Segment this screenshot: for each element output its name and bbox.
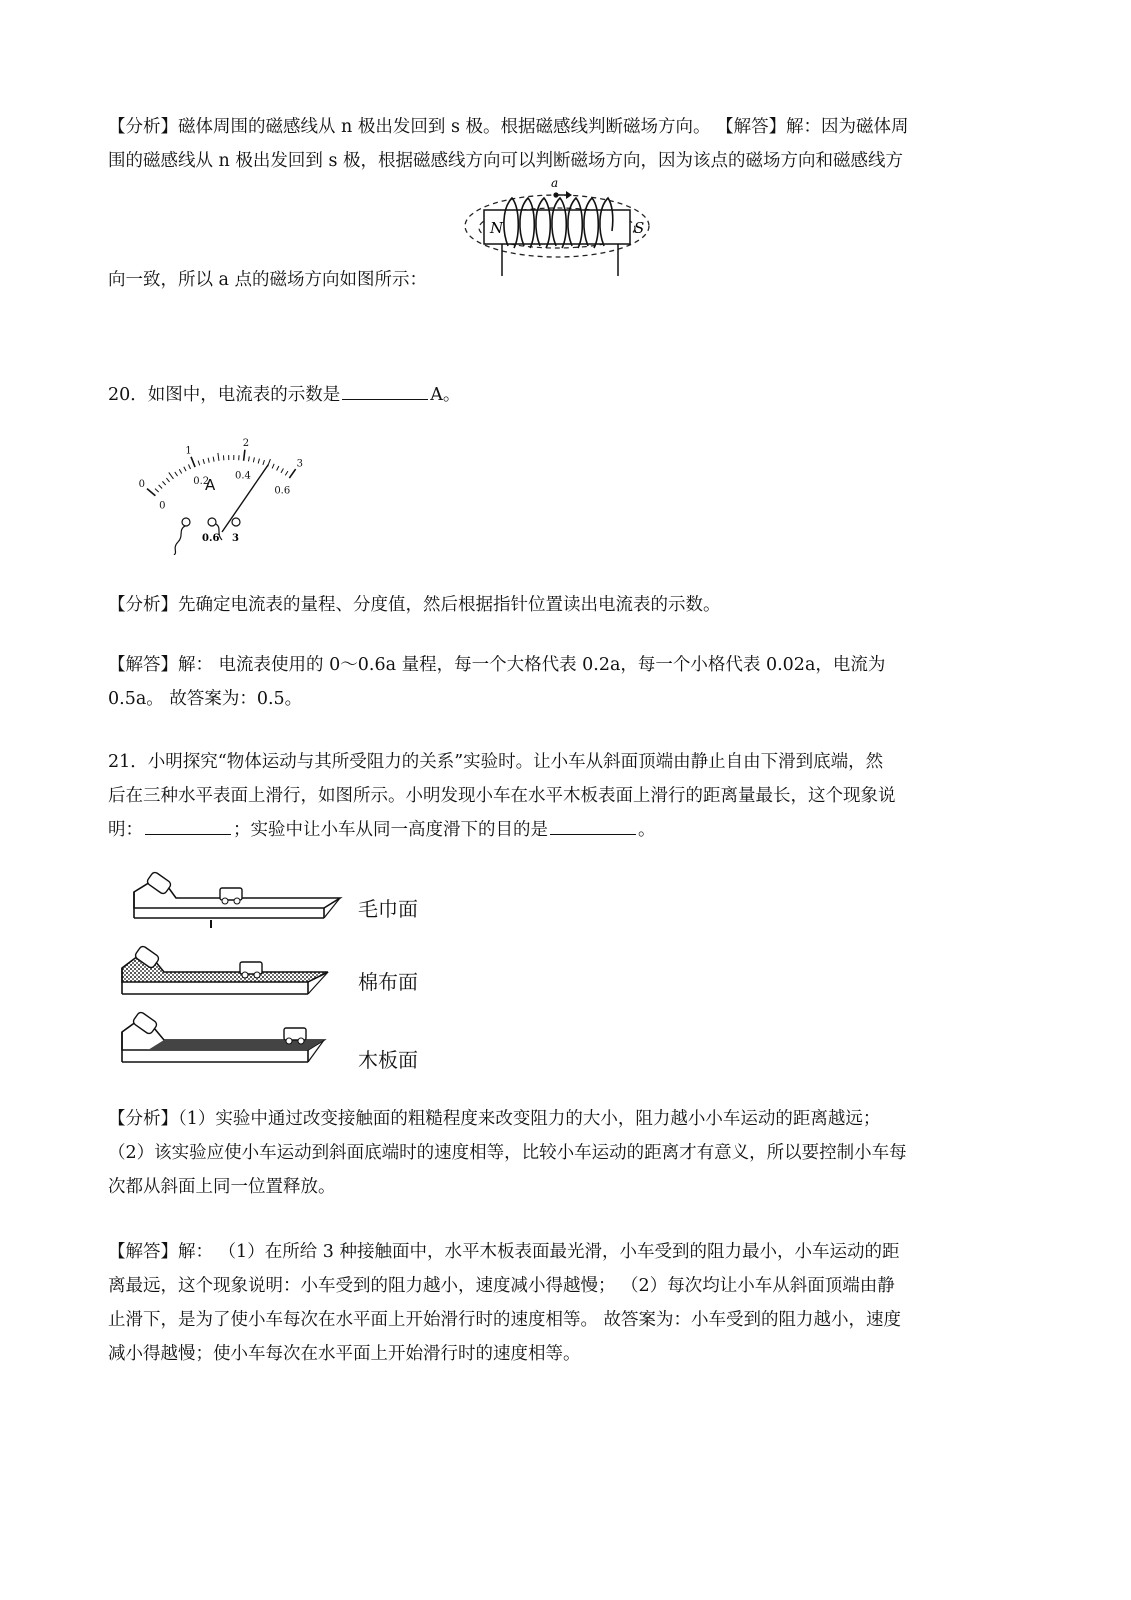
scale-tick: [203, 459, 204, 464]
q19-analysis-line-2: 围的磁感线从 n 极出发回到 s 极，根据磁感线方向可以判断磁场方向，因为该点的磁场方向和磁感线方: [108, 151, 903, 171]
scale-tick: [244, 450, 245, 461]
upper-scale-label: 3: [296, 458, 304, 470]
q21-question-line-1: 21．小明探究“物体运动与其所受阻力的关系”实验时。让小车从斜面顶端由静止自由下滑到底端，然: [108, 752, 884, 772]
answer-blank: [342, 379, 428, 400]
scale-tick: [258, 459, 259, 464]
terminal-negative: [182, 518, 190, 526]
s-pole-label: S: [634, 219, 645, 237]
scale-tick: [285, 471, 288, 475]
q21-question-line-3: [108, 813, 1013, 847]
scale-tick: [249, 456, 250, 461]
scale-tick: [147, 489, 155, 496]
cotton-setup: [122, 945, 328, 994]
towel-setup: [134, 871, 340, 928]
terminal-3: [232, 518, 240, 526]
ammeter-figure: [112, 410, 312, 555]
q20-question-unit: A。: [430, 385, 461, 405]
q21-question-line-2: 后在三种水平表面上滑行，如图所示。小明发现小车在水平木板表面上滑行的距离量最长，这个现象说: [108, 786, 896, 806]
lower-scale-label: 0.6: [274, 485, 291, 497]
q21-answer-line-1: 【解答】解： （1）在所给 3 种接触面中，水平木板表面最光滑，小车受到的阻力最小，小车运动的距: [108, 1242, 900, 1262]
q20-answer-line-1: 【解答】解： 电流表使用的 0～0.6a 量程，每一个大格代表 0.2a，每一个小格代表 0.02a，电流为: [108, 655, 886, 675]
field-direction-arrow: [566, 191, 572, 199]
scale-tick: [184, 467, 186, 471]
q19-answer-line-3: 向一致，所以 a 点的磁场方向如图所示：: [108, 270, 428, 290]
surface-label-cotton: 棉布面: [358, 970, 418, 994]
q21-analysis-line-1: 【分析】（1）实验中通过改变接触面的粗糙程度来改变阻力的大小，阻力越小小车运动的距离越远；: [108, 1109, 881, 1129]
q21-analysis-line-3: 次都从斜面上同一位置释放。: [108, 1177, 336, 1197]
q19-analysis-line-1: 【分析】磁体周围的磁感线从 n 极出发回到 s 极。根据磁感线判断磁场方向。 【解答】解：因为磁体周: [108, 117, 909, 137]
q20-answer-line-2: 0.5a。 故答案为：0.5。: [108, 689, 303, 709]
scale-tick: [218, 453, 219, 461]
answer-blank-2: [550, 814, 636, 835]
scale-tick: [175, 472, 178, 476]
scale-tick: [289, 469, 295, 478]
scale-tick: [179, 469, 182, 473]
lower-scale-label: 0.2: [193, 476, 210, 488]
lower-scale-label: 0.4: [234, 470, 251, 482]
scale-tick: [213, 457, 214, 462]
upper-scale-label: 0: [138, 479, 145, 491]
q21-q3-c: 。: [638, 820, 656, 840]
q21-answer-line-3: 止滑下，是为了使小车每次在水平面上开始滑行时的速度相等。 故答案为：小车受到的阻力越小，速度: [108, 1310, 902, 1330]
scale-tick: [263, 460, 265, 465]
scale-tick: [159, 485, 162, 489]
upper-scale-label: 1: [185, 445, 192, 457]
scale-tick: [162, 481, 165, 485]
upper-scale-label: 2: [242, 437, 250, 449]
q21-q3-b: ；实验中让小车从同一高度滑下的目的是: [233, 820, 548, 840]
scale-tick: [155, 489, 159, 492]
q21-answer-line-4: 减小得越慢；使小车每次在水平面上开始滑行时的速度相等。: [108, 1344, 581, 1364]
ammeter-unit-label: A: [205, 476, 216, 494]
q20-question: [108, 378, 1013, 412]
q21-answer-line-2: 离最远，这个现象说明：小车受到的阻力越小，速度减小得越慢； （2）每次均让小车从斜面顶端由静: [108, 1276, 895, 1296]
q21-q3-a: 明：: [108, 820, 143, 840]
wood-setup: [122, 1011, 324, 1062]
q21-analysis-line-2: （2）该实验应使小车运动到斜面底端时的速度相等，比较小车运动的距离才有意义，所以要控制小车每: [108, 1143, 907, 1163]
scale-tick: [191, 457, 195, 467]
n-pole-label: N: [490, 219, 504, 237]
terminal-label-0-6: 0.6: [202, 533, 220, 544]
surface-label-towel: 毛巾面: [358, 897, 418, 921]
scale-tick: [169, 472, 174, 478]
scale-tick: [208, 458, 209, 463]
scale-tick: [188, 464, 190, 469]
answer-blank-1: [145, 814, 231, 835]
terminal-0-6: [208, 518, 216, 526]
scale-tick: [272, 464, 274, 469]
q20-question-text: 20．如图中，电流表的示数是: [108, 385, 341, 405]
scale-tick: [277, 466, 279, 470]
scale-tick: [253, 457, 254, 462]
lower-scale-label: 0: [159, 500, 166, 512]
q20-analysis: 【分析】先确定电流表的量程、分度值，然后根据指针位置读出电流表的示数。: [108, 595, 721, 615]
point-a-label: a: [551, 176, 559, 190]
terminal-label-3: 3: [232, 533, 239, 544]
scale-tick: [281, 468, 283, 472]
scale-tick: [198, 461, 200, 466]
point-a: [553, 192, 558, 197]
scale-tick: [166, 478, 169, 482]
surface-label-wood: 木板面: [358, 1048, 418, 1072]
incline-experiment-figure: [118, 868, 348, 1083]
